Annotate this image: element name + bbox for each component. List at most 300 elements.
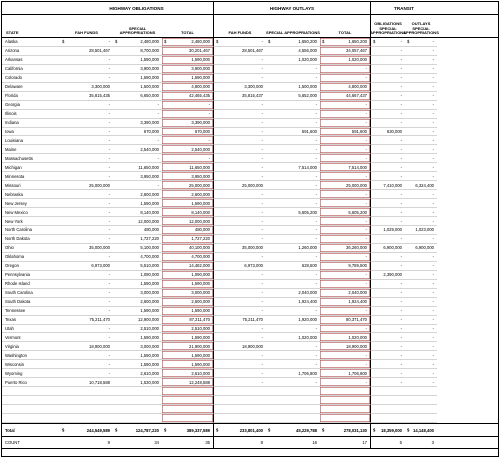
total-cell xyxy=(405,424,437,436)
amount-cell: - xyxy=(370,333,405,342)
state-name-cell: Vermont xyxy=(2,333,60,342)
state-name-cell: Minnesota xyxy=(2,172,60,181)
amount-cell: 1,590,000 xyxy=(113,360,162,369)
amount-cell: - xyxy=(60,145,113,154)
table-row xyxy=(2,298,498,307)
amount-cell: 1,023,000 xyxy=(405,226,437,235)
amount-cell: 12,000,000 xyxy=(162,217,213,226)
amount-cell: - xyxy=(113,154,162,163)
amount-cell: - xyxy=(60,74,113,83)
amount-cell: - xyxy=(320,154,370,163)
amount-cell: 75,211,470 xyxy=(60,316,113,325)
amount-cell: 3,950,000 xyxy=(162,172,213,181)
amount-cell xyxy=(405,405,437,414)
amount-cell: 591,600 xyxy=(320,128,370,137)
table-row xyxy=(2,414,498,423)
currency-symbol: $ xyxy=(322,427,325,433)
amount-cell: 1,590,000 xyxy=(162,360,213,369)
amount-cell: - xyxy=(320,351,370,360)
amount-cell: 1,590,000 xyxy=(113,307,162,316)
amount-cell: 4,700,000 xyxy=(162,253,213,262)
amount-cell: 3,300,000 xyxy=(213,83,266,92)
state-name-cell: Texas xyxy=(2,316,60,325)
total-value: 18,359,000 xyxy=(381,427,402,433)
amount-cell: - xyxy=(60,325,113,334)
count-cell: 34 xyxy=(154,440,159,445)
amount-cell xyxy=(60,396,113,405)
amount-cell: - xyxy=(405,307,437,316)
amount-cell: - xyxy=(266,307,320,316)
amount-cell: - xyxy=(60,190,113,199)
amount-cell: - xyxy=(370,110,405,119)
state-name-cell: Louisiana xyxy=(2,136,60,145)
state-name-cell: Wyoming xyxy=(2,369,60,378)
count-cell: 35 xyxy=(205,440,210,445)
amount-cell: - xyxy=(370,172,405,181)
amount-cell: - xyxy=(370,208,405,217)
total-cell xyxy=(320,424,370,436)
amount-cell: - xyxy=(405,56,437,65)
amount-cell: 5,605,200 xyxy=(320,208,370,217)
amount-cell xyxy=(370,414,405,423)
amount-cell: - xyxy=(266,154,320,163)
amount-cell: - xyxy=(60,351,113,360)
total-outlays-header: TOTAL xyxy=(338,29,352,35)
table-row xyxy=(2,65,498,74)
table-row xyxy=(2,217,498,226)
amount-cell: - xyxy=(405,65,437,74)
table-row xyxy=(2,38,498,47)
state-name-cell: North Carolina xyxy=(2,226,60,235)
amount-cell: 3,390,000 xyxy=(113,119,162,128)
amount-cell xyxy=(320,414,370,423)
amount-cell: 6,324,400 xyxy=(405,181,437,190)
state-name-cell: California xyxy=(2,65,60,74)
total-cell xyxy=(213,424,266,436)
total-cell xyxy=(266,424,320,436)
amount-cell: 5,605,200 xyxy=(266,208,320,217)
amount-cell: - xyxy=(370,280,405,289)
amount-cell: 1,590,000 xyxy=(113,56,162,65)
amount-cell: 1,590,000 xyxy=(162,333,213,342)
amount-cell: - xyxy=(60,226,113,235)
column-header-row xyxy=(2,15,498,38)
currency-symbol: $ xyxy=(115,427,118,433)
table-row xyxy=(2,74,498,83)
amount-cell: 28,501,467 xyxy=(60,47,113,56)
amount-cell: - xyxy=(60,56,113,65)
amount-cell xyxy=(266,396,320,405)
amount-cell: - xyxy=(213,351,266,360)
amount-cell: 3,900,000 xyxy=(162,65,213,74)
transit-header: TRANSIT xyxy=(370,2,437,14)
amount-cell xyxy=(113,414,162,423)
amount-cell: - xyxy=(162,101,213,110)
amount-cell: - xyxy=(405,369,437,378)
amount-cell: - xyxy=(370,83,405,92)
amount-cell: - xyxy=(213,360,266,369)
amount-cell: - xyxy=(60,307,113,316)
amount-cell: 40,100,000 xyxy=(162,244,213,253)
amount-cell: - xyxy=(405,253,437,262)
amount-cell xyxy=(370,396,405,405)
amount-cell: - xyxy=(320,280,370,289)
amount-cell: 44,667,437 xyxy=(320,92,370,101)
fah-funds-outlays-header: FAH FUNDS xyxy=(213,15,266,37)
total-label: Total xyxy=(5,427,15,433)
amount-cell: - xyxy=(405,271,437,280)
amount-cell: 8,140,000 xyxy=(113,208,162,217)
amount-cell: 6,973,000 xyxy=(60,262,113,271)
amount-cell: - xyxy=(266,351,320,360)
amount-cell: - xyxy=(405,163,437,172)
amount-cell: - xyxy=(266,253,320,262)
amount-cell: - xyxy=(405,351,437,360)
amount-cell: - xyxy=(213,253,266,262)
amount-cell: - xyxy=(405,128,437,137)
state-name-cell: Arizona xyxy=(2,47,60,56)
amount-cell: 480,000 xyxy=(162,226,213,235)
table-row xyxy=(2,226,498,235)
amount-cell xyxy=(60,414,113,423)
highway-obligations-header: HIGHWAY OBLIGATIONS xyxy=(109,5,164,11)
amount-cell: 10,718,588 xyxy=(60,378,113,387)
appropriations-sheet xyxy=(1,1,499,457)
amount-cell: - xyxy=(213,199,266,208)
amount-cell: - xyxy=(370,92,405,101)
amount-cell: $ 1,650,200 xyxy=(266,38,320,47)
table-row xyxy=(2,145,498,154)
amount-cell xyxy=(60,387,113,396)
table-row xyxy=(2,136,498,145)
state-name-cell: North Dakota xyxy=(2,235,60,244)
count-row xyxy=(2,437,498,449)
total-value: 14,148,400 xyxy=(413,427,434,433)
amount-cell: $ - xyxy=(405,38,437,47)
amount-cell: - xyxy=(370,119,405,128)
amount-cell xyxy=(370,387,405,396)
amount-cell: - xyxy=(60,253,113,262)
currency-symbol: $ xyxy=(62,427,65,433)
amount-cell: - xyxy=(320,110,370,119)
amount-cell: - xyxy=(320,145,370,154)
amount-cell: - xyxy=(320,190,370,199)
highway-outlays-header: HIGHWAY OUTLAYS xyxy=(213,2,370,14)
state-name-cell: Florida xyxy=(2,92,60,101)
amount-cell: - xyxy=(405,235,437,244)
amount-cell: - xyxy=(213,128,266,137)
amount-cell: - xyxy=(370,378,405,387)
amount-cell xyxy=(162,405,213,414)
amount-cell: 18,900,000 xyxy=(60,342,113,351)
amount-cell: - xyxy=(370,145,405,154)
amount-cell: - xyxy=(370,136,405,145)
state-name-cell: New Mexico xyxy=(2,208,60,217)
amount-cell: - xyxy=(213,235,266,244)
amount-cell: 3,000,000 xyxy=(113,342,162,351)
amount-cell: - xyxy=(60,136,113,145)
amount-cell: - xyxy=(162,136,213,145)
state-name-cell xyxy=(2,414,60,423)
amount-cell: 42,465,435 xyxy=(162,92,213,101)
amount-cell: - xyxy=(320,119,370,128)
amount-cell: - xyxy=(405,378,437,387)
amount-cell: - xyxy=(266,110,320,119)
amount-cell: - xyxy=(60,333,113,342)
amount-cell: - xyxy=(266,235,320,244)
amount-cell: - xyxy=(113,101,162,110)
table-row xyxy=(2,369,498,378)
state-name-cell: Massachusetts xyxy=(2,154,60,163)
amount-cell: - xyxy=(370,163,405,172)
amount-cell: - xyxy=(213,325,266,334)
amount-cell: 6,973,000 xyxy=(213,262,266,271)
total-cell xyxy=(370,424,405,436)
amount-cell: - xyxy=(213,369,266,378)
state-rows xyxy=(2,38,498,423)
table-row xyxy=(2,342,498,351)
table-row xyxy=(2,333,498,342)
amount-cell: 1,590,000 xyxy=(162,74,213,83)
amount-cell: - xyxy=(405,199,437,208)
state-name-cell: Illinois xyxy=(2,110,60,119)
amount-cell: - xyxy=(266,190,320,199)
state-group-header xyxy=(2,2,60,14)
amount-cell: - xyxy=(405,342,437,351)
special-appropriations-outlays-header: SPECIAL APPROPRIATIONS xyxy=(266,29,320,35)
amount-cell: - xyxy=(213,378,266,387)
amount-cell: - xyxy=(320,136,370,145)
count-cell: 16 xyxy=(312,440,317,445)
amount-cell: 5,510,000 xyxy=(113,262,162,271)
amount-cell: 5,652,000 xyxy=(266,92,320,101)
table-row xyxy=(2,190,498,199)
amount-cell: 4,800,000 xyxy=(162,83,213,92)
amount-cell: - xyxy=(370,65,405,74)
amount-cell xyxy=(405,414,437,423)
amount-cell: - xyxy=(213,119,266,128)
amount-cell: 3,300,000 xyxy=(60,83,113,92)
fah-funds-obligations-header: FAH FUNDS xyxy=(75,29,98,35)
total-value: 244,549,589 xyxy=(86,427,110,433)
amount-cell: - xyxy=(266,271,320,280)
amount-cell: - xyxy=(370,235,405,244)
state-name-cell: South Carolina xyxy=(2,289,60,298)
amount-cell: - xyxy=(320,199,370,208)
table-row xyxy=(2,208,498,217)
transit-obligations-header: OBLIGATIONS SPECIAL APPROPRIATIONS xyxy=(370,15,405,37)
amount-cell: 7,514,000 xyxy=(320,163,370,172)
total-cell xyxy=(113,424,162,436)
amount-cell: - xyxy=(370,190,405,199)
amount-cell: 2,610,000 xyxy=(113,369,162,378)
amount-cell: 12,900,000 xyxy=(113,316,162,325)
amount-cell: - xyxy=(320,65,370,74)
amount-cell: 1,590,000 xyxy=(113,74,162,83)
amount-cell: 1,590,000 xyxy=(113,280,162,289)
amount-cell: 2,540,000 xyxy=(162,145,213,154)
total-obligations-header: TOTAL xyxy=(181,29,194,35)
amount-cell: - xyxy=(60,271,113,280)
amount-cell: - xyxy=(266,65,320,74)
amount-cell: 1,020,000 xyxy=(266,333,320,342)
amount-cell: - xyxy=(370,199,405,208)
state-name-cell: New York xyxy=(2,217,60,226)
amount-cell: - xyxy=(370,101,405,110)
amount-cell: 670,000 xyxy=(113,128,162,137)
amount-cell: - xyxy=(370,47,405,56)
amount-cell: - xyxy=(266,360,320,369)
total-value: 45,229,788 xyxy=(296,427,317,433)
amount-cell: 628,500 xyxy=(266,262,320,271)
amount-cell: - xyxy=(60,217,113,226)
amount-cell: - xyxy=(405,298,437,307)
amount-cell: $ 2,480,000 xyxy=(113,38,162,47)
amount-cell: 21,900,000 xyxy=(162,342,213,351)
table-row xyxy=(2,172,498,181)
amount-cell: - xyxy=(60,128,113,137)
table-row xyxy=(2,325,498,334)
state-name-cell xyxy=(2,405,60,414)
table-row xyxy=(2,56,498,65)
amount-cell: - xyxy=(320,325,370,334)
amount-cell: - xyxy=(405,136,437,145)
state-name-cell: Missouri xyxy=(2,181,60,190)
amount-cell xyxy=(113,405,162,414)
amount-cell: 1,500,000 xyxy=(113,83,162,92)
amount-cell: 1,020,000 xyxy=(320,56,370,65)
table-row xyxy=(2,181,498,190)
amount-cell: $ - xyxy=(60,38,113,47)
amount-cell: 6,650,000 xyxy=(113,92,162,101)
state-name-cell: Nebraska xyxy=(2,190,60,199)
state-name-cell: Iowa xyxy=(2,128,60,137)
amount-cell: 25,000,000 xyxy=(60,181,113,190)
table-row xyxy=(2,244,498,253)
count-cell: 8 xyxy=(213,437,266,448)
amount-cell: - xyxy=(113,110,162,119)
amount-cell: - xyxy=(113,181,162,190)
amount-cell: 1,590,000 xyxy=(162,56,213,65)
amount-cell: 480,000 xyxy=(113,226,162,235)
currency-symbol: $ xyxy=(407,427,410,433)
amount-cell xyxy=(266,405,320,414)
amount-cell: 1,590,000 xyxy=(113,199,162,208)
amount-cell: - xyxy=(370,253,405,262)
total-row xyxy=(2,423,498,437)
amount-cell: - xyxy=(213,298,266,307)
amount-cell: - xyxy=(162,154,213,163)
table-row xyxy=(2,405,498,414)
state-column-header: STATE xyxy=(6,29,19,35)
amount-cell xyxy=(113,396,162,405)
amount-cell: 8,140,000 xyxy=(162,208,213,217)
amount-cell: - xyxy=(370,262,405,271)
amount-cell: - xyxy=(60,280,113,289)
amount-cell: 2,390,000 xyxy=(370,271,405,280)
total-value: 278,031,130 xyxy=(343,427,367,433)
table-row xyxy=(2,387,498,396)
amount-cell: 2,040,000 xyxy=(320,289,370,298)
total-value: 233,801,400 xyxy=(239,427,263,433)
amount-cell: 2,600,000 xyxy=(113,190,162,199)
amount-cell: - xyxy=(213,226,266,235)
amount-cell: 1,706,800 xyxy=(320,369,370,378)
amount-cell: - xyxy=(266,378,320,387)
amount-cell: 670,000 xyxy=(162,128,213,137)
table-row xyxy=(2,235,498,244)
amount-cell: - xyxy=(213,154,266,163)
amount-cell: 591,600 xyxy=(266,128,320,137)
amount-cell: - xyxy=(405,172,437,181)
amount-cell xyxy=(266,414,320,423)
amount-cell: $ - xyxy=(370,38,405,47)
state-name-cell: Indiana xyxy=(2,119,60,128)
amount-cell xyxy=(60,405,113,414)
amount-cell: 25,000,000 xyxy=(162,181,213,190)
amount-cell: - xyxy=(266,145,320,154)
amount-cell: - xyxy=(405,92,437,101)
table-row xyxy=(2,92,498,101)
amount-cell: - xyxy=(60,172,113,181)
state-name-cell: Washington xyxy=(2,351,60,360)
amount-cell: 5,100,000 xyxy=(113,244,162,253)
table-row xyxy=(2,307,498,316)
amount-cell: - xyxy=(266,217,320,226)
amount-cell: 2,600,000 xyxy=(162,298,213,307)
amount-cell: 1,020,000 xyxy=(266,56,320,65)
amount-cell: 2,510,000 xyxy=(162,325,213,334)
state-name-cell: New Jersey xyxy=(2,199,60,208)
amount-cell: - xyxy=(60,360,113,369)
state-name-cell xyxy=(2,387,60,396)
currency-symbol: $ xyxy=(164,427,167,433)
amount-cell: - xyxy=(405,83,437,92)
amount-cell: 1,590,000 xyxy=(113,351,162,360)
amount-cell: - xyxy=(213,136,266,145)
amount-cell: - xyxy=(213,333,266,342)
amount-cell: - xyxy=(60,199,113,208)
table-row xyxy=(2,396,498,405)
amount-cell: 34,057,467 xyxy=(320,47,370,56)
amount-cell: 1,590,000 xyxy=(162,351,213,360)
amount-cell: - xyxy=(60,369,113,378)
amount-cell: - xyxy=(266,101,320,110)
amount-cell: - xyxy=(60,110,113,119)
total-value: 124,787,220 xyxy=(135,427,159,433)
amount-cell: - xyxy=(320,217,370,226)
amount-cell: - xyxy=(213,145,266,154)
amount-cell: 1,090,000 xyxy=(162,271,213,280)
amount-cell: - xyxy=(370,217,405,226)
amount-cell: - xyxy=(213,217,266,226)
table-row xyxy=(2,378,498,387)
state-name-cell: Ohio xyxy=(2,244,60,253)
table-row xyxy=(2,101,498,110)
table-row xyxy=(2,199,498,208)
amount-cell: - xyxy=(266,74,320,83)
amount-cell: - xyxy=(162,110,213,119)
amount-cell xyxy=(162,414,213,423)
amount-cell: 28,501,467 xyxy=(213,47,266,56)
amount-cell: 6,900,000 xyxy=(405,244,437,253)
table-row xyxy=(2,119,498,128)
amount-cell xyxy=(320,396,370,405)
amount-cell: 35,815,435 xyxy=(60,92,113,101)
amount-cell: - xyxy=(213,208,266,217)
amount-cell: 18,900,000 xyxy=(213,342,266,351)
amount-cell: 2,610,000 xyxy=(162,369,213,378)
